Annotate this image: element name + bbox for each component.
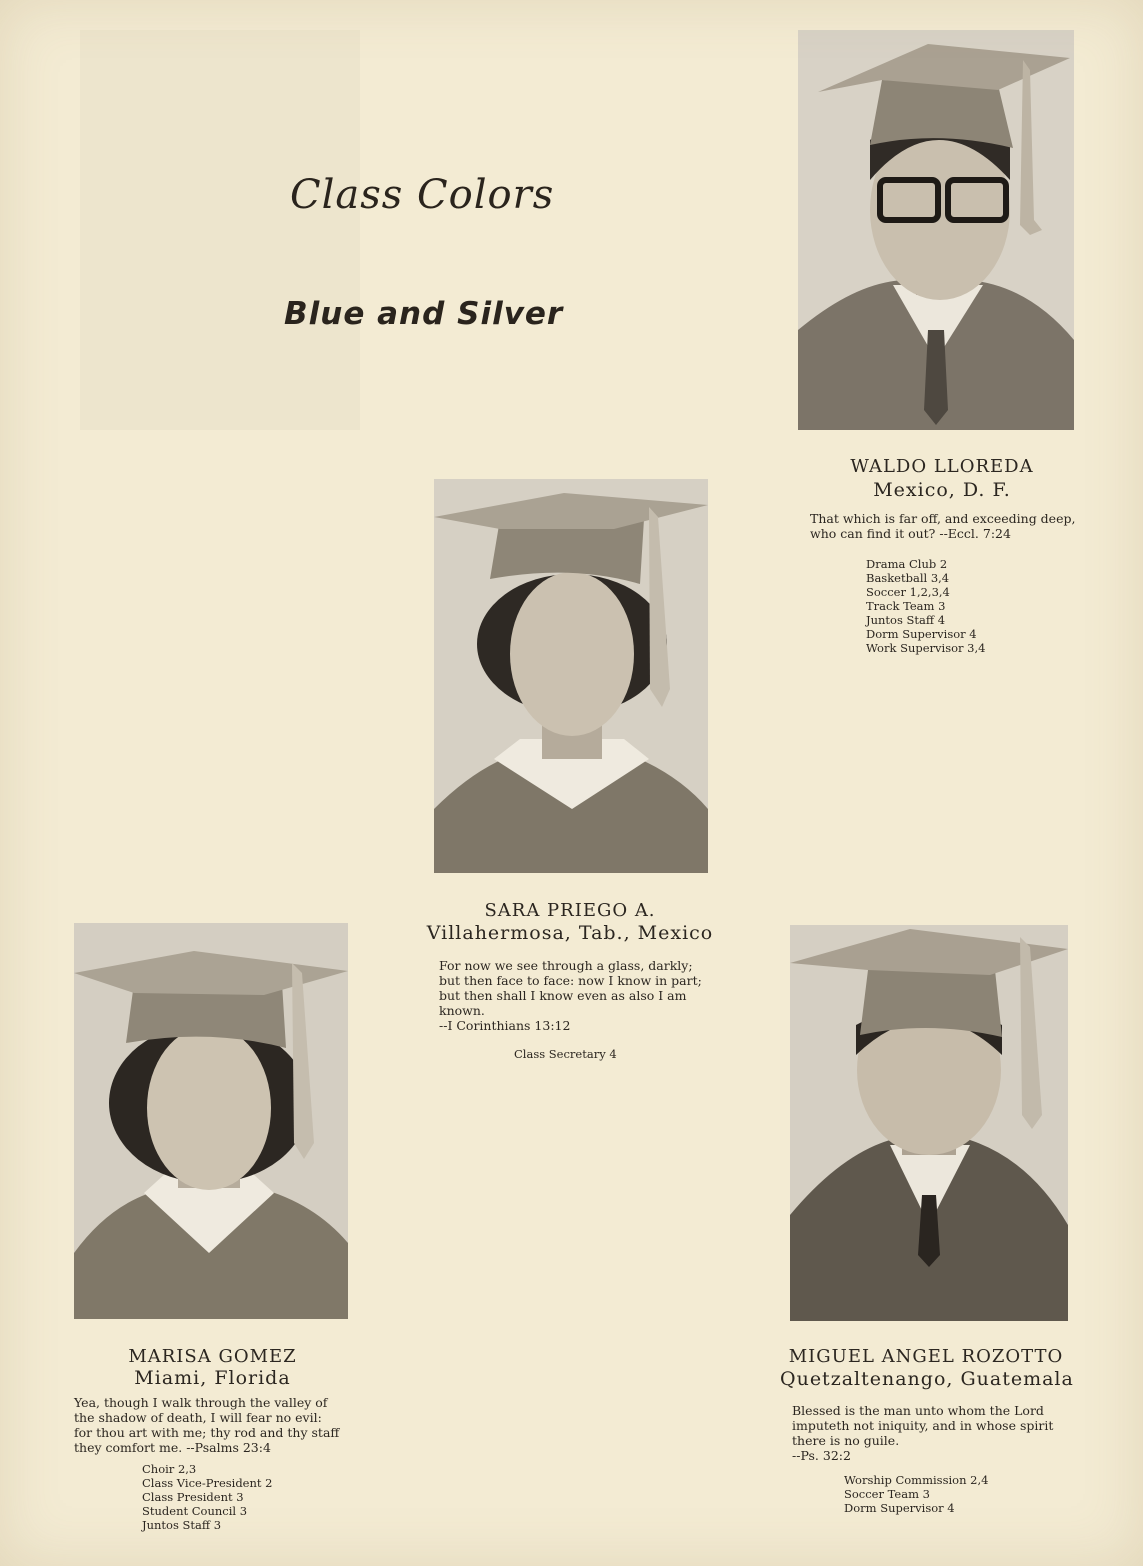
student-name: WALDO LLOREDA [850, 456, 1034, 477]
portrait-photo-miguel [790, 925, 1068, 1321]
student-name: SARA PRIEGO A. [484, 900, 656, 921]
faded-background [80, 30, 360, 430]
portrait-photo-sara [434, 479, 708, 873]
student-place: Quetzaltenango, Guatemala [780, 1368, 1074, 1390]
student-quote [792, 1403, 1053, 1463]
quote-line: --I Corinthians 13:12 [439, 1018, 571, 1033]
activity-item: Class Secretary 4 [514, 1047, 617, 1061]
activity-item: Student Council 3 [142, 1504, 248, 1518]
activity-item: Soccer Team 3 [844, 1487, 930, 1501]
class-colors-value: Blue and Silver [284, 296, 564, 332]
activity-item: Juntos Staff 3 [142, 1518, 222, 1532]
activity-item: Work Supervisor 3,4 [866, 641, 986, 655]
student-activities [142, 1462, 273, 1532]
portrait-photo-marisa [74, 923, 348, 1319]
quote-line: they comfort me. --Psalms 23:4 [74, 1440, 271, 1455]
student-place: Villahermosa, Tab., Mexico [426, 922, 714, 944]
activity-item: Class Vice-President 2 [142, 1476, 273, 1490]
quote-line: for thou art with me; thy rod and thy staff [74, 1425, 340, 1440]
activity-item: Dorm Supervisor 4 [866, 627, 977, 641]
activity-item: Class President 3 [142, 1490, 244, 1504]
student-activities [514, 1047, 617, 1061]
quote-line: there is no guile. [792, 1433, 900, 1448]
quote-line: Yea, though I walk through the valley of [74, 1395, 328, 1410]
quote-line: who can find it out? --Eccl. 7:24 [810, 526, 1011, 541]
quote-line: imputeth not iniquity, and in whose spirit [792, 1418, 1054, 1433]
quote-line: For now we see through a glass, darkly; [439, 958, 693, 973]
student-name: MARISA GOMEZ [128, 1346, 297, 1367]
student-quote [810, 511, 1075, 541]
student-activities [866, 557, 985, 655]
quote-line: Blessed is the man unto whom the Lord [792, 1403, 1044, 1418]
quote-line: but then shall I know even as also I am [439, 988, 687, 1003]
class-colors-heading: Class Colors [290, 172, 555, 218]
activity-item: Track Team 3 [866, 599, 946, 613]
quote-line: the shadow of death, I will fear no evil: [74, 1410, 322, 1425]
quote-line: but then face to face: now I know in part; [439, 973, 702, 988]
student-quote [439, 958, 702, 1033]
student-quote [74, 1395, 339, 1455]
activity-item: Juntos Staff 4 [866, 613, 946, 627]
student-place: Miami, Florida [134, 1367, 291, 1389]
quote-line: That which is far off, and exceeding deep, [810, 511, 1076, 526]
quote-line: --Ps. 32:2 [792, 1448, 851, 1463]
student-name: MIGUEL ANGEL ROZOTTO [788, 1346, 1064, 1367]
activity-item: Soccer 1,2,3,4 [866, 585, 950, 599]
quote-line: known. [439, 1003, 485, 1018]
portrait-photo-waldo [798, 30, 1074, 430]
activity-item: Choir 2,3 [142, 1462, 197, 1476]
student-activities [844, 1473, 988, 1515]
activity-item: Worship Commission 2,4 [844, 1473, 989, 1487]
student-place: Mexico, D. F. [873, 479, 1011, 501]
activity-item: Basketball 3,4 [866, 571, 950, 585]
activity-item: Drama Club 2 [866, 557, 948, 571]
activity-item: Dorm Supervisor 4 [844, 1501, 955, 1515]
